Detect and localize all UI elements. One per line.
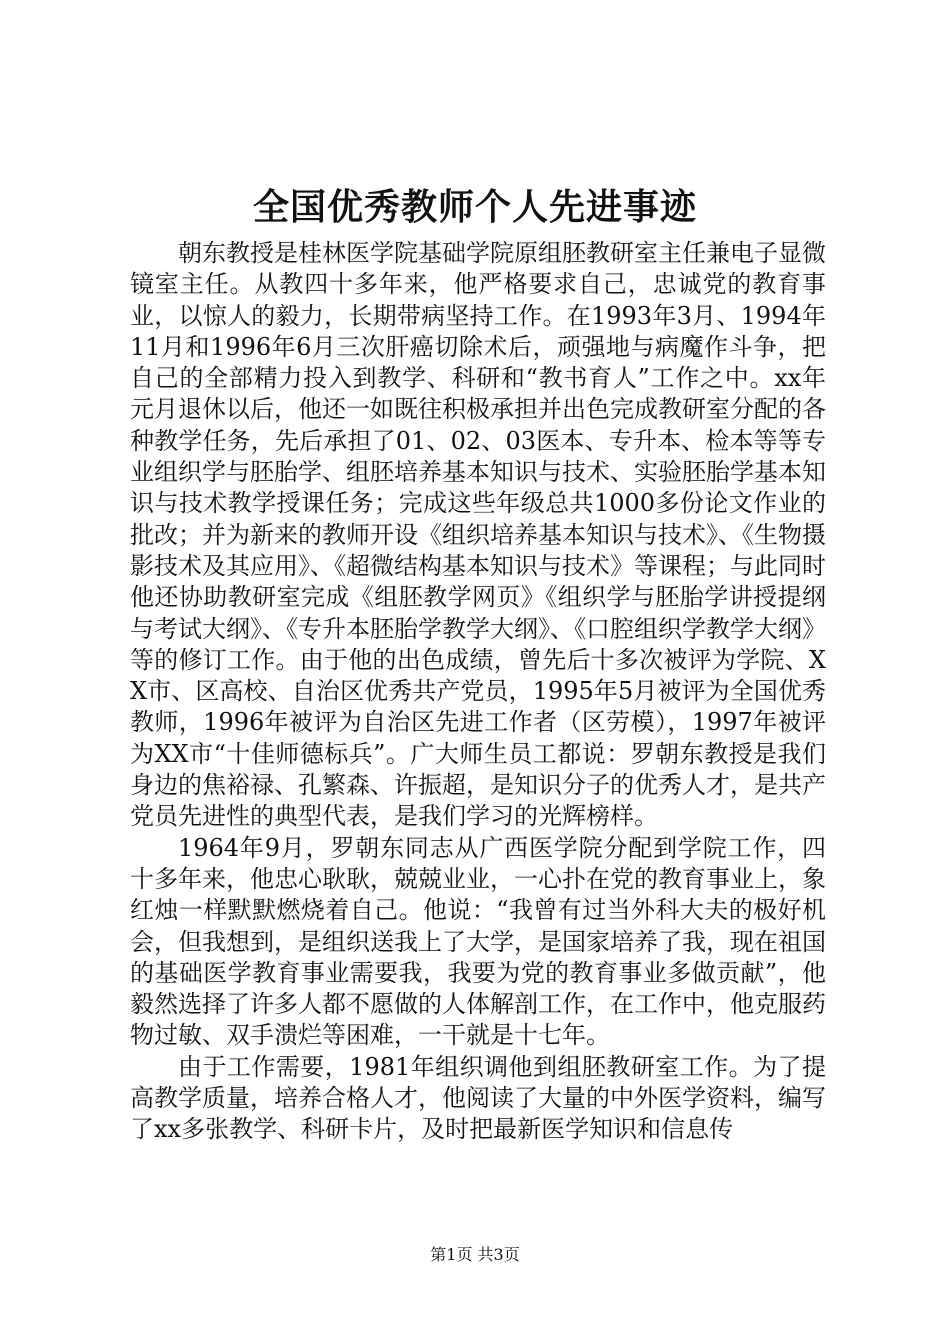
document-body [130,238,826,1146]
page-footer [0,1244,950,1266]
paragraph-1: 朝东教授是桂林医学院基础学院原组胚教研室主任兼电子显微镜室主任。从教四十多年来，他严格要求自己，忠诚党的教育事业，以惊人的毅力，长期带病坚持工作。在1993年3月、1994年11月和1996年6月三次肝癌切除术后，顽强地与病魔作斗争，把自己的全部精力投入到教学、科研和“教书育人”工作之中。xx年元月退休以后，他还一如既往积极承担并出色完成教研室分配的各种教学任务，先后承担了01、02、03医本、专升本、检本等等专业组织学与胚胎学、组胚培养基本知识与技术、实验胚胎学基本知识与技术教学授课任务；完成这些年级总共1000多份论文作业的批改；并为新来的教师开设《组织培养基本知识与技术》、《生物摄影技术及其应用》、《超微结构基本知识与技术》等课程；与此同时他还协助教研室完成《组胚教学网页》《组织学与胚胎学讲授提纲与考试大纲》、《专升本胚胎学教学大纲》、《口腔组织学教学大纲》等的修订工作。由于他的出色成绩，曾先后十多次被评为学院、XX市、区高校、自治区优秀共产党员，1995年5月被评为全国优秀教师，1996年被评为自治区先进工作者（区劳模），1997年被评为XX市“十佳师德标兵”。广大师生员工都说：罗朝东教授是我们身边的焦裕禄、孔繁森、许振超，是知识分子的优秀人才，是共产党员先进性的典型代表，是我们学习的光辉榜样。 [130,239,826,831]
document-title: 全国优秀教师个人先进事迹 [252,186,697,228]
paragraph-2: 1964年9月，罗朝东同志从广西医学院分配到学院工作，四十多年来，他忠心耿耿，兢兢业业，一心扑在党的教育事业上，象红烛一样默默燃烧着自己。他说：“我曾有过当外科大夫的极好机会，但我想到，是组织送我上了大学，是国家培养了我，现在祖国的基础医学教育事业需要我，我要为党的教育事业多做贡献”，他毅然选择了许多人都不愿做的人体解剖工作，在工作中，他克服药物过敏、双手溃烂等困难，一干就是十七年。 [130,833,826,1050]
paragraph-3: 由于工作需要，1981年组织调他到组胚教研室工作。为了提高教学质量，培养合格人才，他阅读了大量的中外医学资料，编写了xx多张教学、科研卡片，及时把最新医学知识和信息传 [130,1052,826,1144]
page-number-label: 第1页 共3页 [430,1245,520,1264]
